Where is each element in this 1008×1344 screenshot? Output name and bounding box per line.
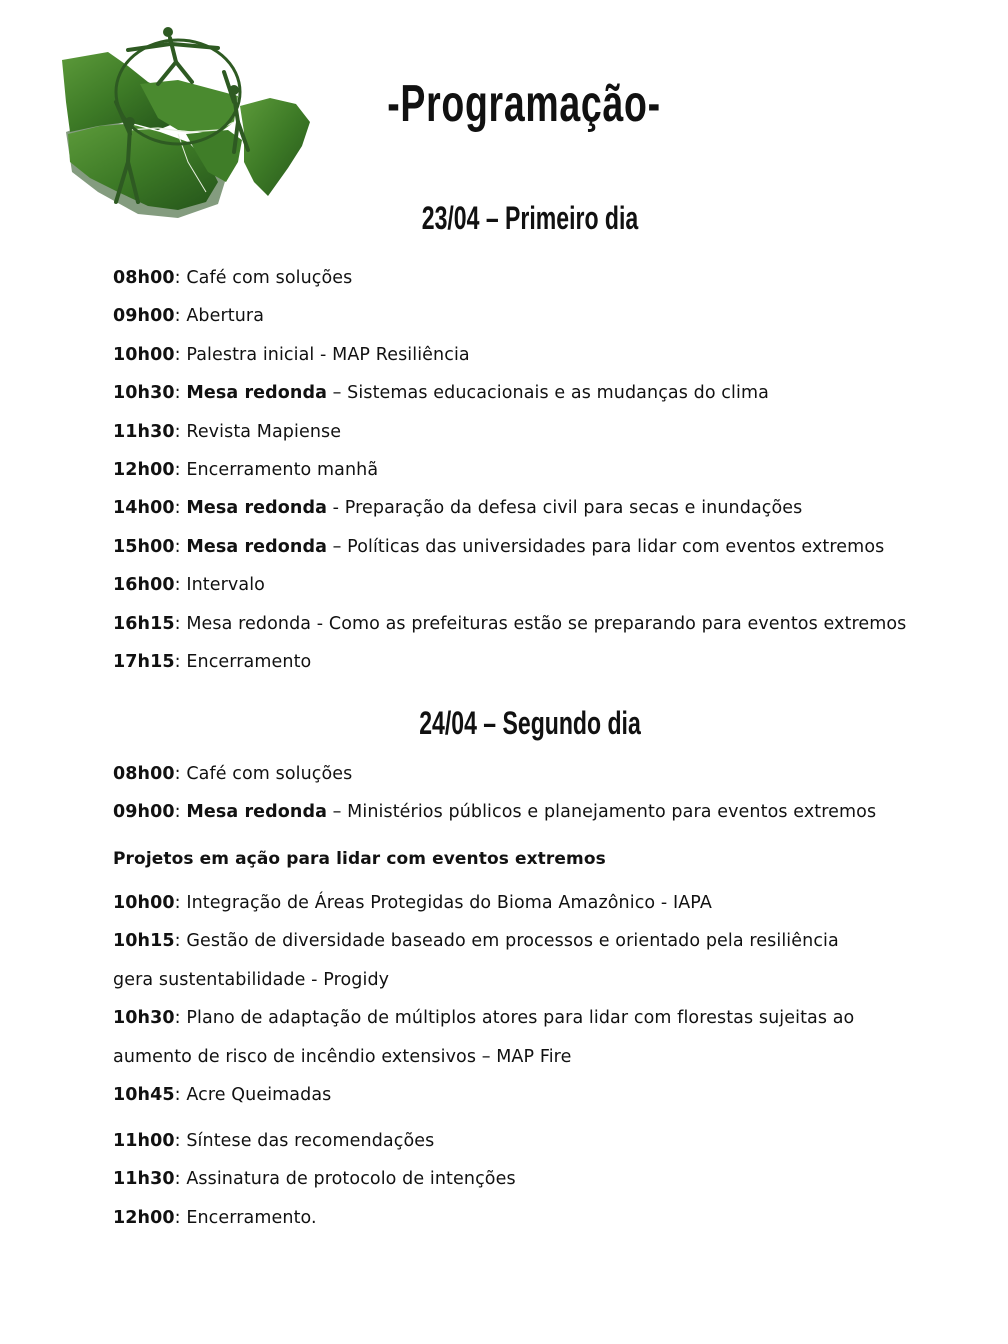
schedule-item: 10h00: Integração de Áreas Protegidas do Bioma Amazônico - IAPA: [113, 893, 712, 913]
schedule-item: 10h30: Plano de adaptação de múltiplos atores para lidar com florestas sujeitas ao: [113, 1008, 855, 1029]
day-2-schedule-closing: [113, 1122, 516, 1237]
day-2-schedule-morning: [113, 755, 876, 832]
day-1-heading: 23/04 – Primeiro dia: [421, 200, 639, 236]
schedule-item: 10h15: Gestão de diversidade baseado em processos e orientado pela resiliência: [113, 931, 839, 952]
schedule-item: 11h30: Assinatura de protocolo de intenções: [113, 1169, 516, 1190]
day-2-schedule-projects: [113, 884, 854, 1114]
schedule-item: 12h00: Encerramento.: [113, 1207, 317, 1228]
section-title: Projetos em ação para lidar com eventos extremos: [113, 849, 606, 869]
page-title: -Programação-: [387, 75, 661, 133]
schedule-item: 10h45: Acre Queimadas: [113, 1084, 332, 1105]
schedule-item: 16h00: Intervalo: [113, 575, 265, 596]
schedule-item: 08h00: Café com soluções: [113, 268, 353, 288]
day-2-heading: 24/04 – Segundo dia: [419, 705, 641, 741]
figure-top: [128, 27, 218, 84]
schedule-item-continuation: aumento de risco de incêndio extensivos – MAP Fire: [113, 1046, 572, 1067]
schedule-item: 09h00: Abertura: [113, 306, 265, 327]
schedule-item: 08h00: Café com soluções: [113, 764, 353, 784]
schedule-item: 12h00: Encerramento manhã: [113, 459, 379, 480]
schedule-item: 10h00: Palestra inicial - MAP Resiliência: [113, 344, 470, 365]
event-logo: [58, 22, 316, 222]
schedule-item: 14h00: Mesa redonda - Preparação da defesa civil para secas e inundações: [113, 498, 803, 519]
schedule-item: 15h00: Mesa redonda – Políticas das universidades para lidar com eventos extremos: [113, 536, 885, 557]
map-piece-right-b: [240, 98, 310, 196]
schedule-item: 17h15: Encerramento: [113, 651, 312, 672]
schedule-item-continuation: gera sustentabilidade - Progidy: [113, 969, 390, 990]
schedule-item: 11h00: Síntese das recomendações: [113, 1131, 435, 1151]
schedule-item: 11h30: Revista Mapiense: [113, 421, 342, 442]
schedule-item: 16h15: Mesa redonda - Como as prefeituras estão se preparando para eventos extremos: [113, 613, 907, 634]
schedule-item: 09h00: Mesa redonda – Ministérios públicos e planejamento para eventos extremos: [113, 802, 877, 823]
day-1-schedule: [113, 259, 906, 681]
schedule-item: 10h30: Mesa redonda – Sistemas educacionais e as mudanças do clima: [113, 383, 769, 404]
